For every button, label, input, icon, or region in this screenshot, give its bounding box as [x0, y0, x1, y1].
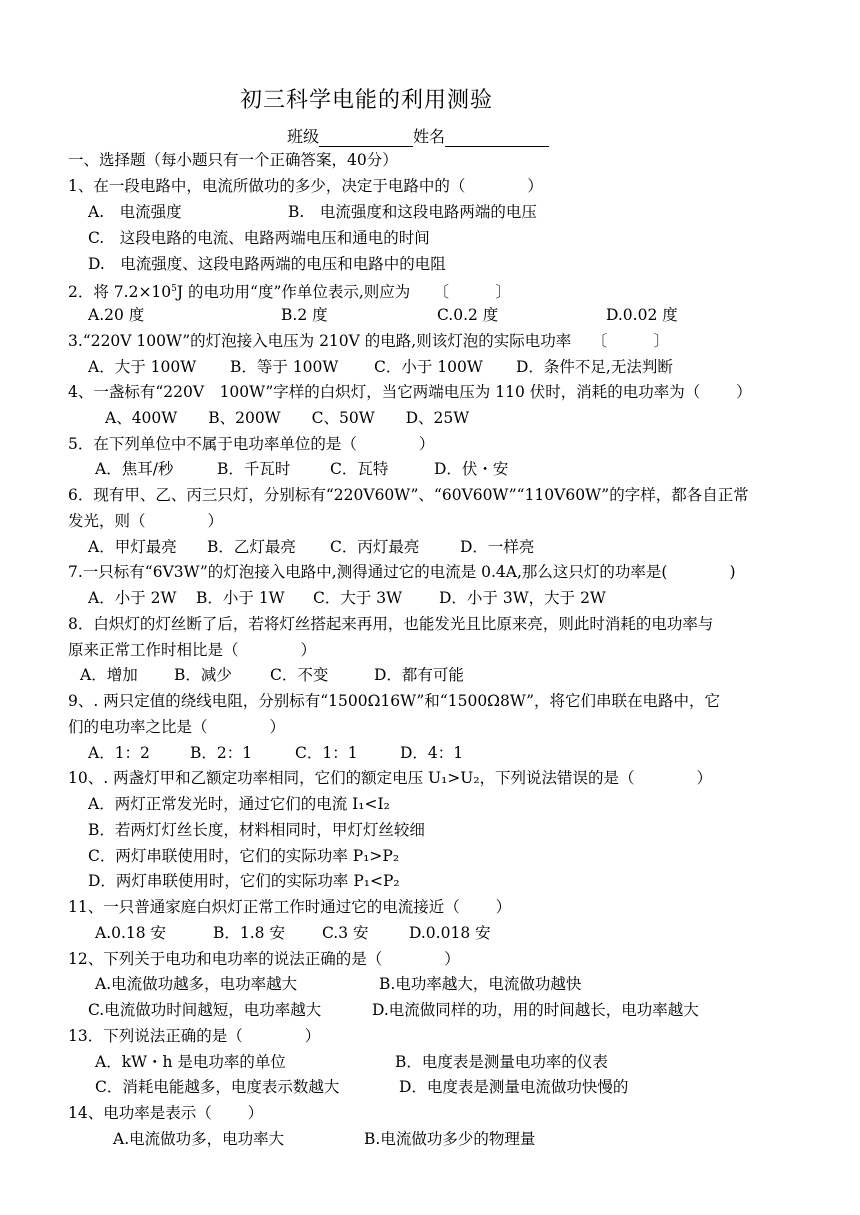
- option-11d: D.0.018 安: [409, 924, 491, 942]
- option-10c: C．两灯串联使用时，它们的实际功率 P₁>P₂: [88, 847, 400, 865]
- option-5c: C．瓦特: [330, 460, 389, 478]
- question-10: 10、. 两盏灯甲和乙额定功率相同，它们的额定电压 U₁>U₂，下列说法错误的是（ ）: [68, 769, 713, 787]
- option-10a: A．两灯正常发光时，通过它们的电流 I₁<I₂: [88, 795, 390, 813]
- option-12d: D.电流做同样的功，用的时间越长，电功率越大: [372, 1001, 699, 1019]
- option-9c: C．1：1: [295, 744, 358, 762]
- option-7c: C．大于 3W: [313, 589, 403, 607]
- option-9d: D．4：1: [400, 744, 464, 762]
- question-8-line1: 8．白炽灯的灯丝断了后，若将灯丝搭起来再用，也能发光且比原来亮，则此时消耗的电功率与: [68, 615, 714, 633]
- option-8a: A．增加: [80, 666, 138, 684]
- option-5b: B．千瓦时: [217, 460, 291, 478]
- option-14a: A.电流做功多，电功率大: [113, 1130, 285, 1148]
- option-10d: D．两灯串联使用时，它们的实际功率 P₁<P₂: [88, 872, 400, 890]
- option-11c: C.3 安: [322, 924, 369, 942]
- option-13a: A．kW・h 是电功率的单位: [95, 1053, 286, 1071]
- question-12: 12、下列关于电功和电功率的说法正确的是（ ）: [68, 950, 460, 968]
- question-8-line2: 原来正常工作时相比是（ ）: [68, 641, 317, 659]
- option-3b: B．等于 100W: [230, 358, 339, 376]
- option-3d: D．条件不足,无法判断: [516, 358, 673, 376]
- option-2b: B.2 度: [281, 306, 328, 324]
- option-1c: C. 这段电路的电流、电路两端电压和通电的时间: [88, 229, 430, 247]
- question-11: 11、一只普通家庭白炽灯正常工作时通过它的电流接近（ ）: [68, 898, 512, 916]
- option-1b: B. 电流强度和这段电路两端的电压: [288, 203, 537, 221]
- option-7b: B．小于 1W: [196, 589, 285, 607]
- option-7d: D．小于 3W，大于 2W: [439, 589, 606, 607]
- option-2c: C.0.2 度: [437, 306, 499, 324]
- question-6-line1: 6．现有甲、乙、丙三只灯，分别标有“220V60W”、“60V60W”“110V60W”的字样，都各自正常: [68, 486, 749, 504]
- option-7a: A．小于 2W: [88, 589, 177, 607]
- question-4: 4、一盏标有“220V 100W”字样的白炽灯，当它两端电压为 110 伏时，消耗的电功率为（ ）: [68, 383, 752, 401]
- question-2: [68, 279, 511, 302]
- option-2a: A.20 度: [88, 306, 145, 324]
- name-blank: [445, 128, 549, 147]
- name-label: 姓名: [413, 127, 446, 146]
- option-13d: D．电度表是测量电流做功快慢的: [399, 1078, 629, 1096]
- option-14b: B.电流做功多少的物理量: [364, 1130, 536, 1148]
- question-2-post: J 的电功用“度”作单位表示,则应为 〔 〕: [176, 283, 512, 302]
- option-13b: B．电度表是测量电功率的仪表: [395, 1053, 608, 1071]
- question-6-line2: 发光，则（ ）: [68, 512, 224, 530]
- question-2-pre: 2．将 7.2×10: [68, 283, 172, 302]
- class-label: 班级: [287, 127, 320, 146]
- option-9a: A．1：2: [88, 744, 150, 762]
- option-1d: D. 电流强度、这段电路两端的电压和电路中的电阻: [88, 255, 446, 273]
- option-11b: B．1.8 安: [213, 924, 285, 942]
- option-12a: A.电流做功越多，电功率越大: [95, 975, 298, 993]
- question-13: 13．下列说法正确的是（ ）: [68, 1027, 321, 1045]
- option-1a: A. 电流强度: [88, 203, 182, 221]
- option-12c: C.电流做功时间越短，电功率越大: [88, 1001, 322, 1019]
- option-5d: D．伏・安: [434, 460, 509, 478]
- student-info: [287, 124, 549, 147]
- question-1: 1、在一段电路中，电流所做功的多少，决定于电路中的（ ）: [68, 177, 543, 195]
- class-blank: [319, 128, 413, 147]
- option-8d: D．都有可能: [374, 666, 464, 684]
- option-6a: A．甲灯最亮: [88, 538, 177, 556]
- option-3c: C．小于 100W: [374, 358, 483, 376]
- option-6b: B．乙灯最亮: [207, 538, 296, 556]
- question-7: 7.一只标有“6V3W”的灯泡接入电路中,测得通过它的电流是 0.4A,那么这只灯的功率是( ): [68, 563, 736, 581]
- option-9b: B．2：1: [190, 744, 253, 762]
- option-13c: C．消耗电能越多，电度表示数越大: [95, 1078, 340, 1096]
- option-12b: B.电功率越大，电流做功越快: [379, 975, 582, 993]
- option-8b: B．减少: [174, 666, 232, 684]
- question-14: 14、电功率是表示（ ）: [68, 1104, 264, 1122]
- question-5: 5．在下列单位中不属于电功率单位的是（ ）: [68, 435, 435, 453]
- page-title: 初三科学电能的利用测验: [240, 88, 494, 113]
- section-heading: 一、选择题（每小题只有一个正确答案，40分）: [68, 151, 398, 169]
- option-8c: C．不变: [270, 666, 329, 684]
- question-2-exponent: 5: [171, 284, 177, 294]
- question-9-line2: 们的电功率之比是（ ）: [68, 718, 286, 736]
- question-9-line1: 9、. 两只定值的绕线电阻，分别标有“1500Ω16W”和“1500Ω8W”，将它们串联在电路中，它: [68, 692, 721, 710]
- option-6d: D．一样亮: [460, 538, 535, 556]
- option-6c: C．丙灯最亮: [330, 538, 420, 556]
- question-3: 3.“220V 100W”的灯泡接入电压为 210V 的电路,则该灯泡的实际电功率 〔 〕: [68, 332, 670, 350]
- option-2d: D.0.02 度: [606, 306, 678, 324]
- options-4: A、400W B、200W C、50W D、25W: [105, 409, 470, 427]
- option-10b: B．若两灯灯丝长度，材料相同时，甲灯灯丝较细: [88, 821, 425, 839]
- option-3a: A．大于 100W: [88, 358, 197, 376]
- option-5a: A．焦耳/秒: [95, 460, 174, 478]
- option-11a: A.0.18 安: [95, 924, 167, 942]
